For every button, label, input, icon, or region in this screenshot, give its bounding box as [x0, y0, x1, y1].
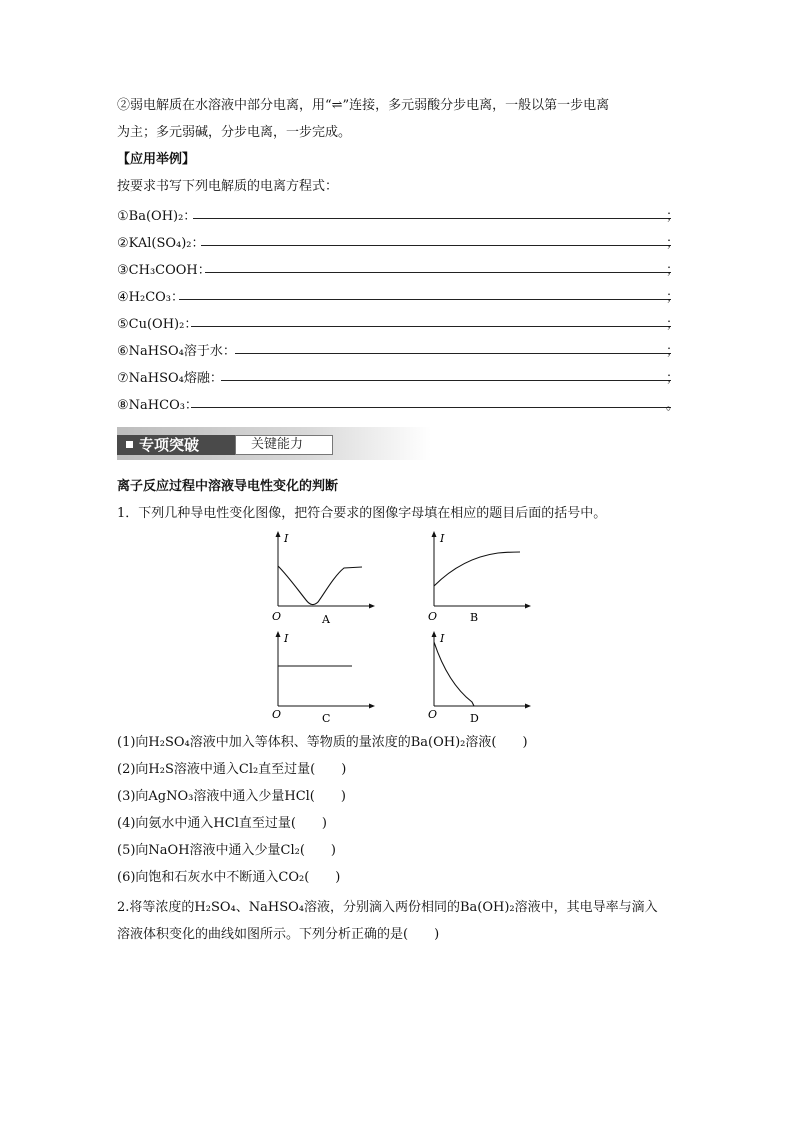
x-axis-arrow-icon [369, 604, 375, 609]
equation-blank-2[interactable] [117, 232, 679, 250]
y-axis-arrow-icon [432, 631, 437, 637]
equation-label: ⑦NaHSO₄熔融： [117, 367, 225, 386]
equation-blank-3[interactable] [117, 259, 679, 277]
origin-label: O [428, 610, 438, 623]
question-1-stem: 1．下列几种导电性变化图像，把符合要求的图像字母填在相应的题目后面的括号中。 [117, 506, 607, 521]
sub-question-1: (1)向H₂SO₄溶液中加入等体积、等物质的量浓度的Ba(OH)₂溶液( ) [117, 735, 528, 750]
sub-question-2: (2)向H₂S溶液中通入Cl₂直至过量( ) [117, 762, 347, 777]
equation-label: ⑤Cu(OH)₂： [117, 313, 199, 332]
y-label: I [440, 632, 445, 645]
application-heading: 【应用举例】 [117, 152, 196, 167]
answer-line[interactable] [191, 326, 671, 327]
equation-label: ①Ba(OH)₂： [117, 205, 198, 224]
square-bullet-icon [126, 441, 133, 448]
curve-d [434, 642, 474, 706]
curve-a [278, 566, 362, 605]
y-label: I [284, 632, 289, 645]
chart-a [268, 530, 378, 630]
equation-end: ； [665, 236, 679, 251]
origin-label: O [428, 708, 438, 721]
equation-label: ②KAl(SO₄)₂： [117, 232, 207, 251]
equation-label: ③CH₃COOH： [117, 259, 213, 278]
sub-question-3: (3)向AgNO₃溶液中通入少量HCl( ) [117, 789, 346, 804]
x-axis-arrow-icon [525, 604, 531, 609]
answer-line[interactable] [205, 272, 671, 273]
answer-line[interactable] [191, 407, 671, 408]
chart-d [424, 630, 534, 730]
equation-end: ； [665, 290, 679, 305]
origin-label: O [272, 708, 282, 721]
answer-line[interactable] [235, 353, 671, 354]
chart-letter: D [470, 712, 479, 725]
y-axis-arrow-icon [432, 531, 437, 537]
equation-end: ； [665, 344, 679, 359]
equation-end: ； [665, 263, 679, 278]
question-2-line-1: 2.将等浓度的H₂SO₄、NaHSO₄溶液，分别滴入两份相同的Ba(OH)₂溶液中，其电导率与滴入 [117, 900, 658, 915]
application-instruction: 按要求书写下列电解质的电离方程式： [117, 179, 339, 194]
chart-letter: A [322, 613, 330, 626]
equation-blank-6[interactable] [117, 340, 679, 358]
equation-end: ； [665, 317, 679, 332]
banner-subtitle: 关键能力 [251, 437, 304, 452]
answer-line[interactable] [179, 299, 671, 300]
y-label: I [284, 532, 289, 545]
origin-label: O [272, 610, 282, 623]
y-axis-arrow-icon [276, 531, 281, 537]
x-axis-arrow-icon [369, 704, 375, 709]
equation-label: ⑧NaHCO₃： [117, 394, 200, 413]
section-banner [117, 427, 431, 460]
sub-question-4: (4)向氨水中通入HCl直至过量( ) [117, 816, 327, 831]
y-label: I [440, 532, 445, 545]
question-2-line-2: 溶液体积变化的曲线如图所示。下列分析正确的是( ) [117, 927, 440, 942]
intro-line-2: 为主；多元弱碱，分步电离，一步完成。 [117, 125, 352, 140]
x-axis-arrow-icon [525, 704, 531, 709]
curve-b [434, 552, 520, 586]
equation-end: 。 [665, 398, 679, 413]
equation-blank-1[interactable] [117, 205, 679, 223]
sub-question-6: (6)向饱和石灰水中不断通入CO₂( ) [117, 870, 341, 885]
equation-end: ； [665, 209, 679, 224]
equation-end: ； [665, 371, 679, 386]
equation-blank-8[interactable] [117, 394, 679, 412]
y-axis-arrow-icon [276, 631, 281, 637]
answer-line[interactable] [221, 380, 671, 381]
sub-question-5: (5)向NaOH溶液中通入少量Cl₂( ) [117, 843, 336, 858]
chart-letter: B [470, 611, 479, 624]
chart-b [424, 530, 534, 630]
chart-c [268, 630, 378, 730]
equation-label: ⑥NaHSO₄溶于水： [117, 340, 238, 359]
equation-blank-7[interactable] [117, 367, 679, 385]
banner-title: 专项突破 [139, 436, 200, 454]
answer-line[interactable] [201, 245, 671, 246]
equation-blank-5[interactable] [117, 313, 679, 331]
answer-line[interactable] [193, 218, 671, 219]
section-title: 离子反应过程中溶液导电性变化的判断 [117, 479, 339, 494]
equation-blank-4[interactable] [117, 286, 679, 304]
equation-label: ④H₂CO₃： [117, 286, 186, 305]
chart-letter: C [322, 712, 331, 725]
intro-line-1: ②弱电解质在水溶液中部分电离，用“⇌”连接，多元弱酸分步电离，一般以第一步电离 [117, 98, 610, 113]
